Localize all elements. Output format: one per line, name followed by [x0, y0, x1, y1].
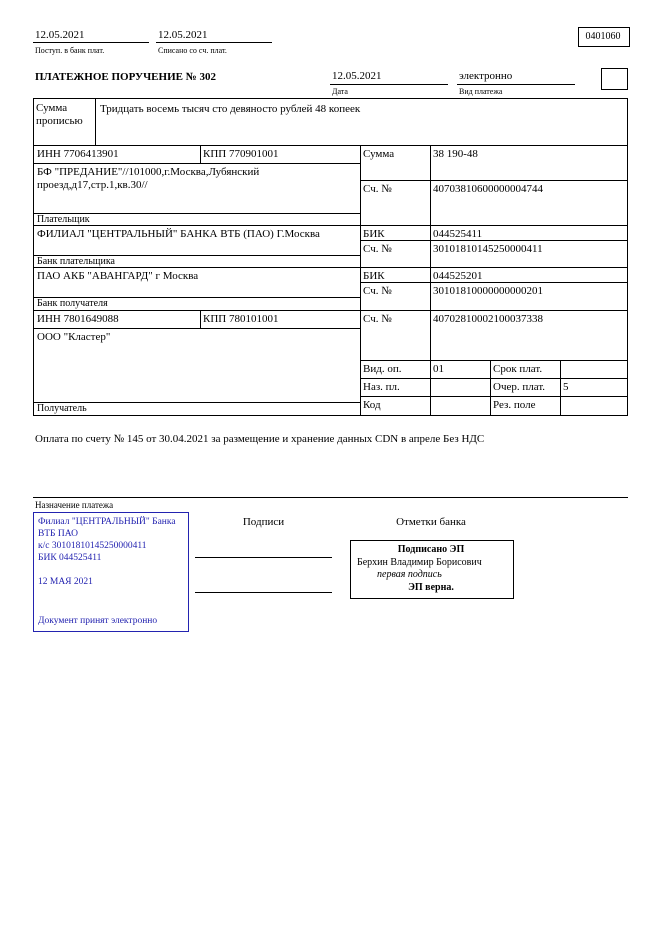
- signatures-header: Подписи: [242, 516, 285, 528]
- signature-line-2: [195, 592, 332, 593]
- payer-bank-bik: 044525411: [433, 228, 483, 240]
- grid-hline: [33, 225, 628, 226]
- payment-purpose-text: Оплата по счету № 145 от 30.04.2021 за размещение и хранение данных CDN в апреле Без НДС: [35, 433, 485, 445]
- code-label: Код: [363, 399, 381, 411]
- grid-hline: [33, 145, 628, 146]
- document-date: 12.05.2021: [332, 70, 382, 82]
- bank-stamp-date: 12 МАЯ 2021: [38, 577, 93, 587]
- beneficiary-account: 40702810002100037338: [433, 313, 543, 325]
- grid-vline: [627, 98, 628, 416]
- amount-in-words: Тридцать восемь тысяч сто девяносто рублей 48 копеек: [100, 103, 361, 115]
- payment-type-label: Вид платежа: [459, 87, 503, 96]
- beneficiary-section-label: Получатель: [37, 403, 87, 414]
- grid-hline: [360, 396, 627, 397]
- payment-term-label: Срок плат.: [493, 363, 543, 375]
- purpose-underline: [33, 497, 628, 498]
- payment-priority-label: Очер. плат.: [493, 381, 546, 393]
- beneficiary-name: ООО "Кластер": [37, 331, 111, 343]
- beneficiary-bank-name: ПАО АКБ "АВАНГАРД" г Москва: [37, 270, 199, 282]
- esignature-subtitle: первая подпись: [377, 569, 442, 580]
- grid-vline: [560, 360, 561, 415]
- date-label: Дата: [332, 87, 348, 96]
- form-code-box: [578, 27, 630, 47]
- grid-vline: [490, 360, 491, 415]
- reserve-field-label: Рез. поле: [493, 399, 536, 411]
- grid-hline: [360, 360, 627, 361]
- esignature-signer-name: Берхин Владимир Борисович: [357, 557, 482, 568]
- payer-bank-account-label: Сч. №: [363, 243, 392, 255]
- grid-hline: [360, 378, 627, 379]
- grid-vline: [430, 145, 431, 415]
- debited-label: Списано со сч. плат.: [158, 46, 227, 55]
- bank-stamp-line2: ВТБ ПАО: [38, 529, 78, 539]
- beneficiary-bank-bik: 044525201: [433, 270, 483, 282]
- payer-section-label: Плательщик: [37, 214, 90, 225]
- grid-hline: [33, 415, 628, 416]
- beneficiary-account-label: Сч. №: [363, 313, 392, 325]
- beneficiary-bank-bik-label: БИК: [363, 270, 385, 282]
- amount-value: 38 190-48: [433, 148, 478, 160]
- payer-bank-section-label: Банк плательщика: [37, 256, 115, 267]
- beneficiary-bank-account: 30101810000000000201: [433, 285, 543, 297]
- bank-stamp-line1: Филиал "ЦЕНТРАЛЬНЫЙ" Банка: [38, 517, 176, 527]
- beneficiary-kpp: КПП 780101001: [203, 313, 279, 325]
- beneficiary-inn: ИНН 7801649088: [37, 313, 119, 325]
- beneficiary-bank-account-label: Сч. №: [363, 285, 392, 297]
- form-code: 0401060: [585, 31, 621, 42]
- payer-account: 40703810600000004744: [433, 183, 543, 195]
- debited-date-underline: [156, 42, 272, 43]
- grid-vline: [200, 145, 201, 163]
- payment-type-underline: [457, 84, 575, 85]
- grid-hline: [360, 282, 627, 283]
- payment-type-value: электронно: [459, 70, 513, 82]
- grid-hline: [33, 163, 360, 164]
- grid-vline: [360, 145, 361, 415]
- debited-date: 12.05.2021: [158, 29, 208, 41]
- payer-kpp: КПП 770901001: [203, 148, 279, 160]
- received-in-bank-label: Поступ. в банк плат.: [35, 46, 105, 55]
- grid-hline: [33, 98, 628, 99]
- operation-type-label: Вид. оп.: [363, 363, 402, 375]
- bank-stamp-bik: БИК 044525411: [38, 553, 102, 563]
- payment-priority-value: 5: [563, 381, 569, 393]
- payment-purpose-code-label: Наз. пл.: [363, 381, 400, 393]
- bank-stamp-corr-account: к/с 30101810145250000411: [38, 541, 147, 551]
- grid-vline: [200, 310, 201, 328]
- esignature-verified: ЭП верна.: [408, 582, 454, 593]
- grid-hline: [360, 180, 627, 181]
- amount-label: Сумма: [363, 148, 395, 160]
- document-title: ПЛАТЕЖНОЕ ПОРУЧЕНИЕ № 302: [35, 71, 217, 83]
- bank-stamp-status: Документ принят электронно: [38, 616, 158, 626]
- received-in-bank-date: 12.05.2021: [35, 29, 85, 41]
- esignature-title: Подписано ЭП: [397, 544, 465, 555]
- received-date-underline: [33, 42, 149, 43]
- payer-account-label: Сч. №: [363, 183, 392, 195]
- amount-in-words-label: Сумма прописью: [36, 102, 83, 127]
- grid-hline: [360, 240, 627, 241]
- payment-purpose-label: Назначение платежа: [35, 500, 114, 510]
- status-checkbox: [601, 68, 628, 90]
- grid-hline: [33, 267, 628, 268]
- beneficiary-bank-section-label: Банк получателя: [37, 298, 108, 309]
- grid-vline: [33, 98, 34, 415]
- signature-line-1: [195, 557, 332, 558]
- grid-hline: [33, 328, 360, 329]
- grid-vline: [95, 98, 96, 145]
- payer-bank-name: ФИЛИАЛ "ЦЕНТРАЛЬНЫЙ" БАНКА ВТБ (ПАО) Г.Москва: [37, 228, 320, 240]
- payer-inn: ИНН 7706413901: [37, 148, 119, 160]
- date-underline: [330, 84, 448, 85]
- operation-type-value: 01: [433, 363, 444, 375]
- payer-bank-account: 30101810145250000411: [433, 243, 543, 255]
- payer-bank-bik-label: БИК: [363, 228, 385, 240]
- payer-name: БФ "ПРЕДАНИЕ"//101000,г.Москва,Лубянский проезд,д17,стр.1,кв.30//: [37, 166, 260, 191]
- grid-hline: [33, 310, 628, 311]
- bank-marks-header: Отметки банка: [396, 516, 466, 528]
